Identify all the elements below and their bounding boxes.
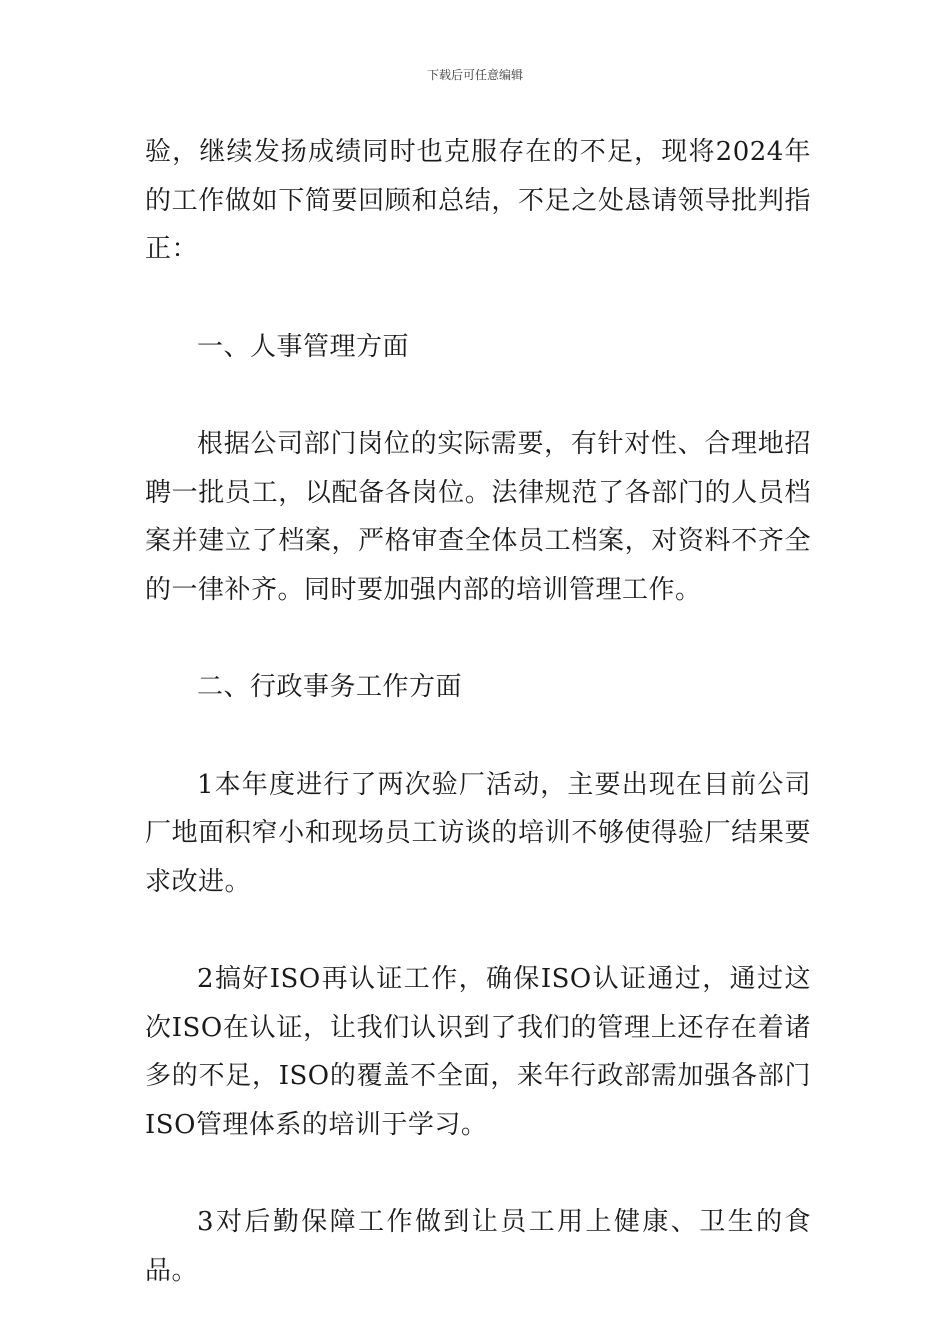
section-heading-personnel: 一、人事管理方面 [197,331,410,362]
page-header-note: 下载后可任意编辑 [426,68,523,82]
paragraph-personnel: 根据公司部门岗位的实际需要，有针对性、合理地招聘一批员工，以配备各岗位。法律规范了各部门的人员档案并建立了档案，严格审查全体员工档案，对资料不齐全的一律补齐。同时要加强内部的培训管理工作。 [145,429,811,605]
paragraph-intro-continuation: 验，继续发扬成绩同时也克服存在的不足，现将2024年的工作做如下简要回顾和总结，不足之处恳请领导批判指正： [145,137,811,264]
document-body [145,128,811,1295]
paragraph-item-1: 1本年度进行了两次验厂活动，主要出现在目前公司厂地面积窄小和现场员工访谈的培训不够使得验厂结果要求改进。 [145,769,811,897]
paragraph-item-2: 2搞好ISO再认证工作，确保ISO认证通过，通过这次ISO在认证，让我们认识到了我们的管理上还存在着诸多的不足，ISO的覆盖不全面，来年行政部需加强各部门ISO管理体系的培训于学习。 [145,964,811,1140]
section-heading-administration: 二、行政事务工作方面 [197,672,463,702]
paragraph-item-3: 3对后勤保障工作做到让员工用上健康、卫生的食品。 [145,1207,811,1286]
